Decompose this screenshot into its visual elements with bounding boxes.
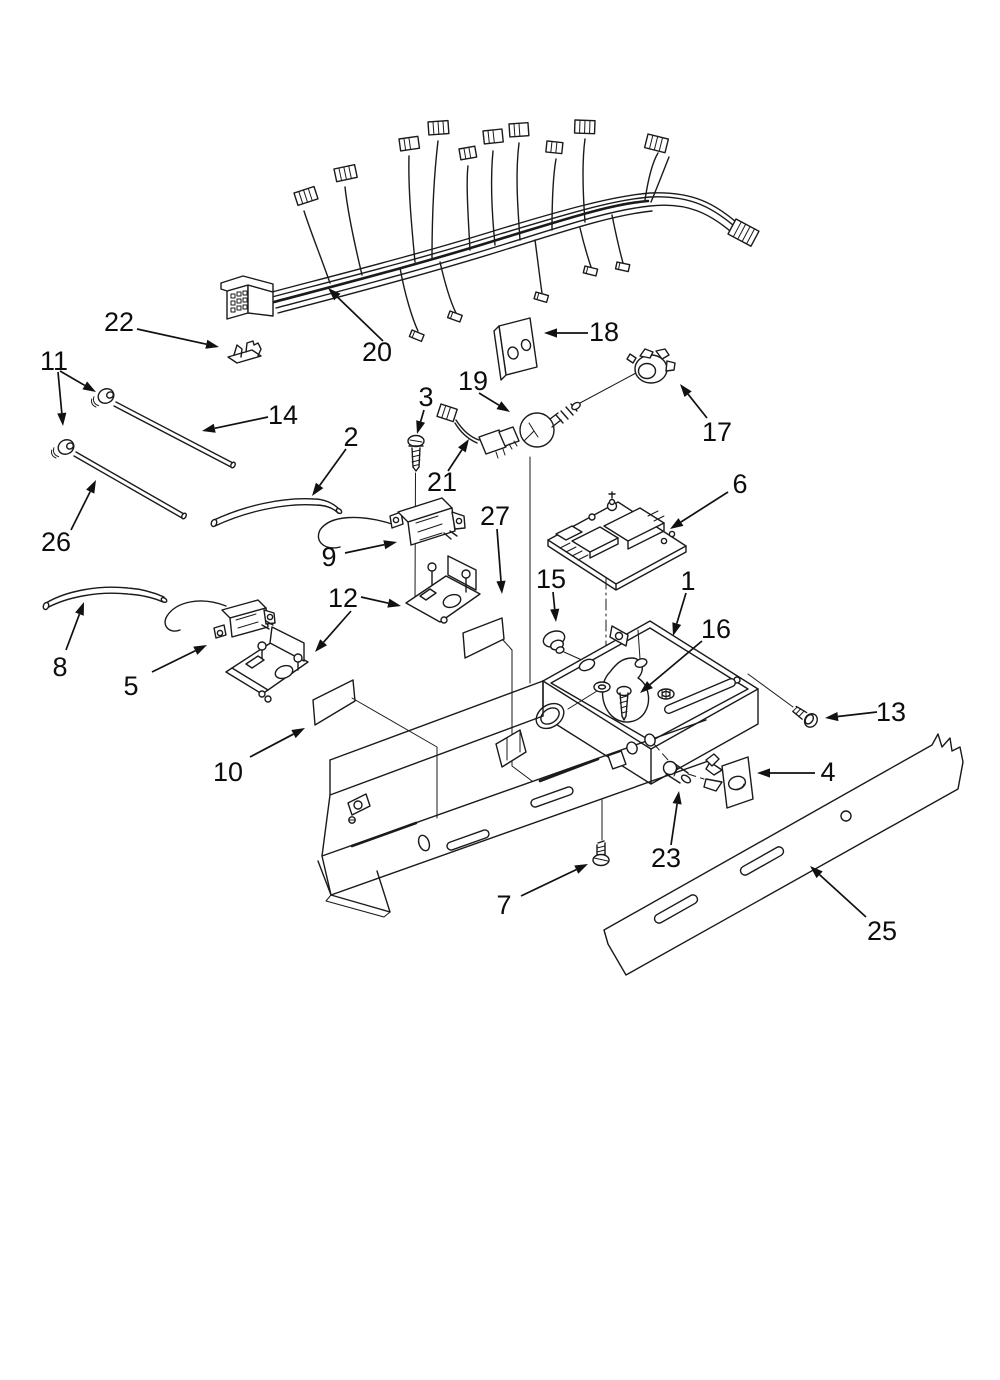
callout-25 [810, 866, 897, 946]
bracket-12-left-drawing [226, 627, 308, 702]
callout-19-arrowhead-icon [497, 401, 510, 412]
callout-17 [680, 384, 732, 447]
callout-25-leader-line [820, 875, 866, 917]
callout-11-leader-line [58, 372, 62, 413]
harness-connector-icon [294, 120, 759, 246]
callout-9-arrowhead-icon [383, 540, 397, 549]
callout-18 [544, 317, 619, 347]
switch-5-drawing [165, 600, 275, 638]
callout-1-number: 1 [680, 566, 696, 596]
callout-14 [202, 400, 298, 433]
callout-5-number: 5 [123, 671, 139, 701]
callout-9-leader-line [345, 545, 384, 553]
bulb-19-drawing [520, 373, 636, 447]
callout-20-number: 20 [361, 337, 393, 367]
callout-26-arrowhead-icon [86, 480, 96, 494]
callout-13-number: 13 [875, 697, 907, 727]
callout-21-arrowhead-icon [458, 439, 469, 452]
callout-1-leader-line [677, 593, 686, 624]
callout-6 [670, 469, 748, 529]
callout-5-leader-line [152, 651, 195, 672]
callout-5 [123, 645, 207, 701]
callout-2-arrowhead-icon [312, 483, 323, 496]
callout-8-leader-line [66, 614, 79, 650]
callout-19-number: 19 [457, 366, 489, 396]
callout-12-leader-line [361, 597, 388, 603]
callout-3-number: 3 [418, 382, 434, 412]
callout-11-arrowhead-icon [57, 413, 66, 426]
grommet-15-drawing [541, 628, 584, 661]
callout-9-number: 9 [321, 542, 337, 572]
callout-25-number: 25 [866, 916, 898, 946]
callout-18-arrowhead-icon [544, 328, 557, 337]
callout-27-leader-line [497, 529, 501, 581]
callout-6-leader-line [681, 492, 728, 522]
callout-22 [104, 307, 219, 349]
callout-8-number: 8 [52, 652, 68, 682]
callout-23 [651, 791, 682, 873]
callout-2-leader-line [320, 449, 346, 485]
callout-21-number: 21 [426, 467, 458, 497]
tube-2-drawing [210, 499, 342, 528]
callout-22-leader-line [137, 329, 206, 344]
callout-6-number: 6 [732, 469, 748, 499]
callout-15-arrowhead-icon [550, 609, 559, 622]
bracket-12-right-drawing [406, 556, 480, 623]
callout-2 [312, 422, 359, 496]
callout-26-leader-line [71, 492, 90, 530]
knob-clip-4-drawing [704, 754, 753, 808]
callout-8 [52, 602, 84, 682]
plate-18-drawing [494, 318, 537, 380]
callout-14-number: 14 [267, 400, 299, 430]
callout-10-arrowhead-icon [291, 728, 305, 738]
callout-13 [825, 697, 906, 727]
callout-27-arrowhead-icon [496, 581, 505, 594]
callout-26 [41, 480, 96, 557]
callout-7 [496, 864, 588, 920]
callout-6-arrowhead-icon [670, 518, 683, 529]
callout-12 [315, 583, 401, 652]
callout-1 [672, 566, 695, 636]
screw-13-drawing [748, 674, 820, 730]
callout-27-number: 27 [479, 501, 511, 531]
callout-17-leader-line [688, 394, 707, 418]
callout-4 [757, 757, 836, 787]
callout-3-arrowhead-icon [416, 420, 425, 434]
callout-23-leader-line [671, 804, 677, 845]
callout-20-leader-line [337, 297, 383, 341]
callout-16-number: 16 [700, 614, 732, 644]
callout-10-number: 10 [212, 757, 244, 787]
callout-9 [321, 540, 397, 572]
label-plate-27-drawing [463, 618, 532, 781]
callout-12-arrowhead-icon [387, 599, 401, 608]
switch-9-drawing [318, 498, 465, 548]
callout-7-number: 7 [496, 890, 512, 920]
callout-27 [480, 501, 510, 594]
callout-5-arrowhead-icon [193, 645, 207, 655]
callout-20 [328, 288, 392, 367]
callout-21 [427, 439, 469, 497]
callout-1-arrowhead-icon [672, 622, 681, 636]
label-plate-10-drawing [313, 680, 437, 818]
callout-22-number: 22 [103, 307, 135, 337]
callout-4-arrowhead-icon [757, 768, 770, 777]
grommet-rod-drawing [49, 386, 236, 520]
callout-11 [40, 346, 96, 426]
clip-drawing [228, 341, 261, 363]
callout-11-number: 11 [39, 346, 69, 376]
tube-8-drawing [42, 587, 167, 610]
callout-2-number: 2 [343, 422, 359, 452]
callout-23-arrowhead-icon [673, 791, 682, 805]
callout-14-leader-line [215, 417, 268, 428]
callout-7-arrowhead-icon [574, 864, 588, 874]
bulb-23-drawing [664, 762, 692, 785]
callout-22-arrowhead-icon [205, 340, 219, 349]
callout-12-number: 12 [327, 583, 359, 613]
callout-26-number: 26 [40, 527, 72, 557]
callout-15-number: 15 [535, 564, 567, 594]
wire-harness-drawing [221, 120, 759, 341]
screw-7-drawing [593, 800, 609, 866]
callout-15 [536, 564, 566, 622]
callout-17-arrowhead-icon [680, 384, 692, 397]
callout-12-leader-line [324, 611, 351, 642]
lamp-socket-drawing [627, 349, 675, 383]
callout-15-leader-line [553, 592, 555, 609]
callout-17-number: 17 [701, 417, 733, 447]
callout-13-arrowhead-icon [825, 712, 838, 721]
callout-7-leader-line [521, 870, 576, 896]
callout-8-arrowhead-icon [75, 602, 84, 616]
housing-drawing [318, 457, 758, 917]
callout-11-arrowhead-icon [82, 381, 96, 392]
callout-4-number: 4 [820, 757, 836, 787]
callout-10 [213, 728, 305, 787]
callout-3 [416, 382, 433, 434]
callout-14-arrowhead-icon [202, 424, 216, 433]
callout-10-leader-line [250, 734, 294, 757]
jumper-wire-drawing [437, 404, 519, 458]
callout-23-number: 23 [650, 843, 682, 873]
callout-18-number: 18 [588, 317, 620, 347]
callout-13-leader-line [838, 712, 877, 717]
